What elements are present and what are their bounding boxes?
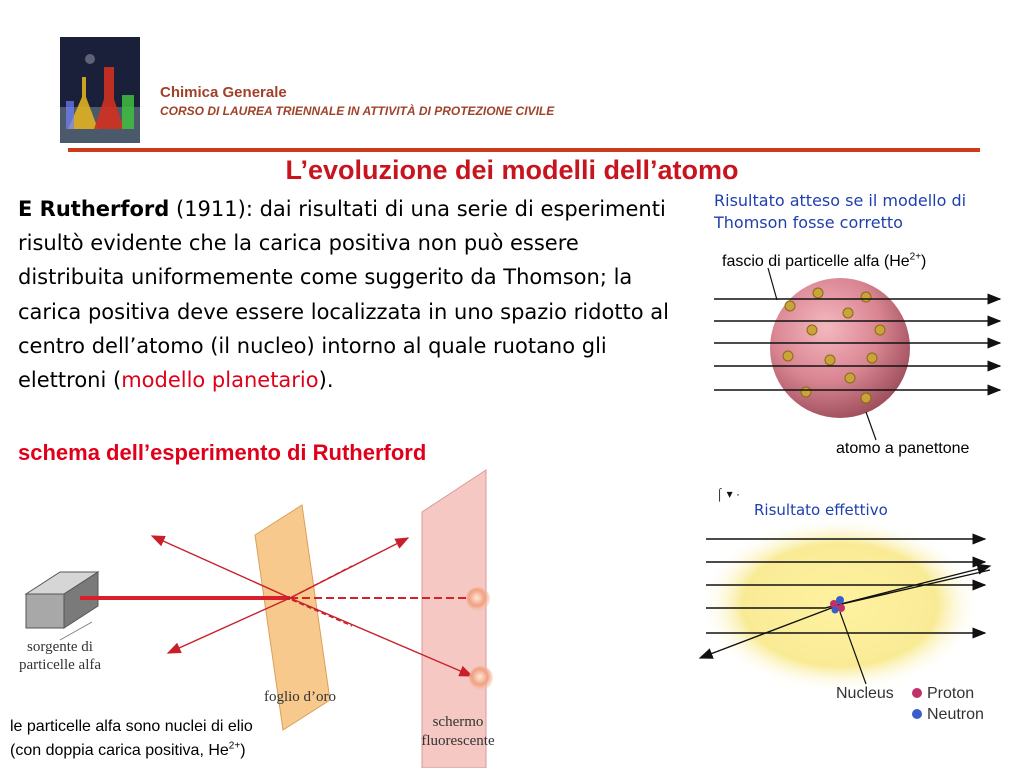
screen-flash-spot [469, 666, 493, 690]
body-text: (1911): dai risultati di una serie di esperimenti risultò evidente che la carica positiva non può essere distribuita uniformemente come suggerito da Thomson; la carica positiva deve essere localizzata in uno spazio ridotto al centro dell’atomo (il nucleo) intorno al quale ruotano gli elettroni ( [18, 197, 670, 393]
beam-label-pointer [768, 268, 777, 300]
thomson-model-figure [714, 268, 1000, 440]
neutron-label: Neutron [927, 706, 984, 723]
gold-foil-label: foglio d’oro [263, 689, 337, 705]
course-subtitle: CORSO DI LAUREA TRIENNALE IN ATTIVITÀ DI PROTEZIONE CIVILE [160, 104, 555, 118]
fluorescent-screen-label: schermo fluorescente [421, 714, 495, 749]
alpha-particle-caption [10, 715, 253, 763]
caption-line-2: (con doppia carica positiva, $He^{2+}$) [10, 740, 246, 759]
alpha-beam-label: fascio di particelle alfa $(He^{2+})$ [722, 251, 927, 270]
plum-pudding-label: atomo a panettone [836, 440, 970, 457]
course-title: Chimica Generale [160, 84, 287, 101]
alpha-source-label: sorgente di particelle alfa [18, 639, 102, 673]
atom-label-pointer [866, 412, 876, 440]
caption-line-1: le particelle alfa sono nuclei di elio [10, 718, 253, 735]
nucleus-label: Nucleus [836, 685, 894, 702]
partial-glyph: ⌠ ▾ · [716, 487, 740, 501]
expected-result-label: Risultato atteso se il modello di Thomson fosse corretto [714, 191, 967, 232]
proton-label: Proton [927, 685, 975, 702]
body-tail: ). [318, 368, 334, 393]
schema-title: schema dell’esperimento di Rutherford [18, 440, 427, 465]
slide-title: L’evoluzione dei modelli dell’atomo [285, 155, 739, 185]
body-lead: E Rutherford [18, 197, 170, 221]
proton-legend-dot [912, 688, 922, 698]
actual-result-label: Risultato effettivo [754, 501, 888, 519]
body-highlight: modello planetario [121, 368, 319, 393]
neutron-legend-dot [912, 709, 922, 719]
screen-flash-spot [466, 587, 490, 611]
